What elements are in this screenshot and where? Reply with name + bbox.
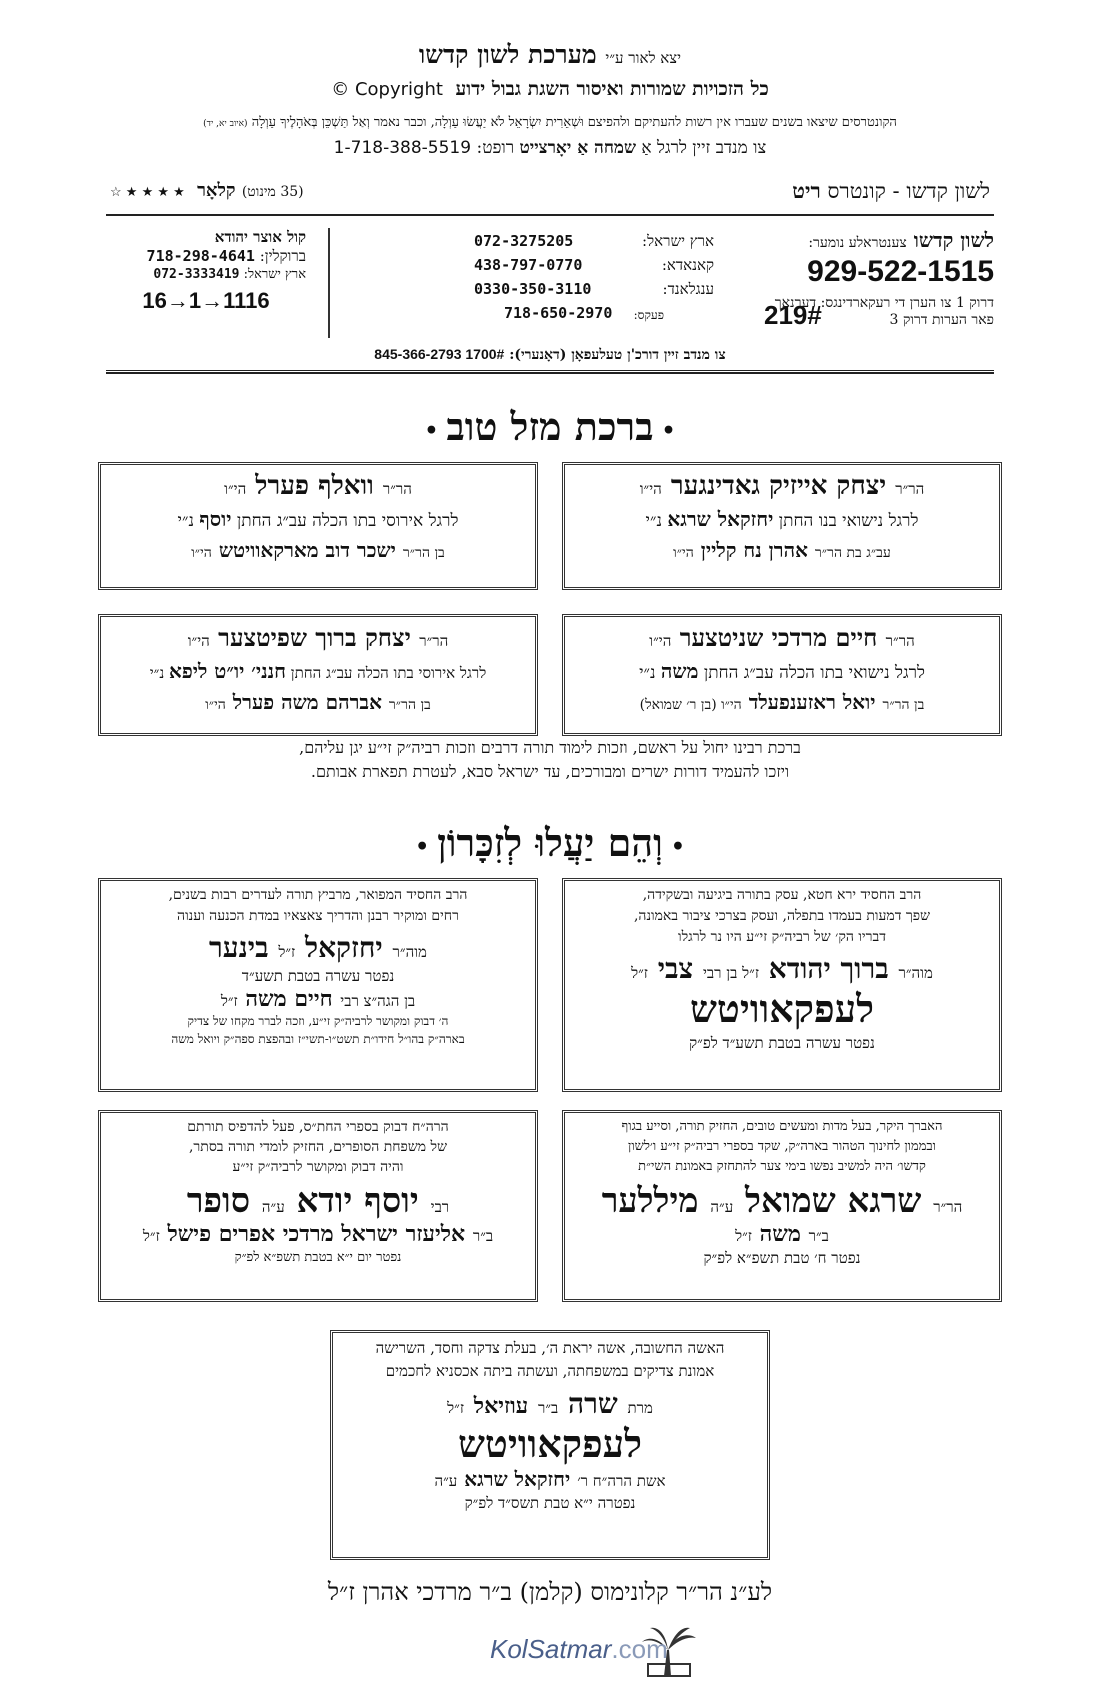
- sponsor-line: צו מנדב זיין לרגל אַ שמחה אַ יאָרצייט רופט: 1-718-388-5519: [333, 138, 767, 158]
- central-phone[interactable]: 929-522-1515: [807, 255, 994, 288]
- memorial-box: הרב החסיד המפואר, מרביץ תורה לעדרים רבות בשנים, רחים ומוקיר רבנן והדריך צאצאיו במדת הכנעה וענוה מוה״ר יחזקאל ז״ל בינער נפטר עשרה בטבת תשע״ד בן הגה״צ רבי חיים משה ז״ל ה׳ דבוק ומקושר לרביה״ק זי״ע, וזכה לברר מקחו של צדיק בארה״ק בהו״ל חידו״ת תשט״ו-תשי״ז ובהפצת ספה״ק ויואל משה: [98, 878, 538, 1092]
- memorial-box: האברך היקר, בעל מדות ומעשים טובים, החזיק תורה, וסייע בגוף ובממון לחינוך הטהור בארה״ק, שקד בספרי רביה״ק זי״ע ו׳לשון קדשו׳ היה למשיב נפשו בימי צער להתחזק באמונת השי״ת הר״ר שרגא שמואל ע״ה מיללער ב״ר משה ז״ל נפטר ח׳ טבת תשפ״א לפ״ק: [562, 1110, 1002, 1302]
- divider: [106, 214, 994, 216]
- difficulty-label: (35 מינוט) קלאָר ★ ★ ★ ★ ☆: [110, 180, 304, 201]
- number-row: פעקס: 718-650-2970: [504, 304, 664, 322]
- rights-line: כל הזכויות שמורות ואיסור השגת גבול ידוע Copyright ©: [331, 78, 769, 100]
- memorial-box-woman: האשה החשובה, אשה יראת ה׳, בעלת צדקה וחסד, השרישה אמונת צדיקים במשפחתה, ועשתה ביתה אכסניא לחכמים מרת שרה ב״ר עוזיאל ז״ל לעפקאוויטש אשת הרה״ח ר׳ יחזקאל שרגא ע״ה נפטרה י״א טבת תשס״ד לפ״ק: [330, 1330, 770, 1560]
- mazel-tov-title: •ברכת מזל טוב•: [424, 404, 676, 449]
- title-row: [110, 178, 990, 206]
- number-row: ענגלאנד: 0330-350-3110: [474, 280, 714, 298]
- kol-otzar-yehuda: קול אוצר יהודא ברוקלין: 718-298-4641 ארץ ישראל: 072-3333419 16→1→1116: [106, 228, 306, 314]
- mazel-tov-box: הר״ר יצחק ברוך שפיטצער הי״ו לרגל אירוסי בתו הכלה עב״ג החתן חנני׳ יו״ט ליפא נ״י בן הר״ר אברהם משה פערל הי״ו: [98, 614, 538, 736]
- sponsor-phone[interactable]: 1-718-388-5519: [333, 138, 472, 158]
- intl-numbers: [474, 232, 714, 328]
- divider: [106, 370, 994, 374]
- memorial-box: הרה״ח דבוק בספרי החת״ס, פעל להדפיס תורתם של משפחת הסופרים, החזיק לומדי תורה בסתר, והיה דבוק ומקושר לרביה״ק זי״ע רבי יוסף יודא ע״ה סופר ב״ר אליעזר ישראל מרדכי אפרים פישל ז״ל נפטר יום י״א בטבת תשפ״א לפ״ק: [98, 1110, 538, 1302]
- kuntres-title: לשון קדשו - קונטרס ריט: [792, 178, 990, 203]
- publisher-line: יצא לאור ע״י מערכת לשון קדשו: [418, 40, 682, 69]
- memorial-title: •וְהֵם יַעֲלוּ לְזִכָּרוֹן•: [415, 820, 685, 865]
- blessing-text: ברכת רבינו יחול על ראשם, וזכות לימוד תורה דרבים וזכות רביה״ק זי״ע יגן עליהם, ויזכו להעמיד דורות ישרים ומבורכים, עד ישראל סבא, לעטרת תפארת אבותם.: [299, 738, 801, 781]
- number-row: ארץ ישראל: 072-3275205: [474, 232, 714, 250]
- memorial-box: הרב החסיד ירא חטא, עסק בתורה ביגיעה ובשקידה, שפך דמעות בעמדו בתפלה, ועסק בצרכי ציבור באמונה, דבריו הק׳ של רביה״ק זי״ע היו נר לרגלו מוה״ר ברוך יהודא ז״ל בן רבי צבי ז״ל לעפקאוויטש נפטר עשרה בטבת תשע״ד לפ״ק: [562, 878, 1002, 1092]
- copyright: Copyright ©: [331, 79, 443, 100]
- phone-sponsor-line: צו מנדב זיין דורכ'ן טעלעפאָן (דאָנערי): 845-366-2793 1700#: [374, 346, 726, 363]
- final-dedication: לע״נ הר״ר קלונימוס (קלמן) ב״ר מרדכי אהרן ז״ל: [327, 1578, 773, 1606]
- publisher-name: מערכת לשון קדשו: [418, 40, 597, 69]
- rating-stars: ★ ★ ★ ★ ☆: [110, 185, 185, 200]
- kol-extension: 16→1→1116: [142, 288, 270, 313]
- warning-line: הקונטרסים שיצאו בשנים שעברו אין רשות להעתיקם ולהפיצם וּשְׁאֵרִית יִשְׂרָאֵל לֹא יַעֲשׂוּ עַוְלָה, וכבר נאמר וְאַל תַּשְׁכֵּן בְּאֹהָלֶיךָ עַוְלָה (איוב יא, יד): [203, 115, 897, 130]
- number-row: קאנאדא: 438-797-0770: [474, 256, 714, 274]
- central-line: לשון קדשו צענטראלע נומער: 929-522-1515 דרוק 1 צו הערן די רעקארדינגס: דערנאך פאר הערות דרוק 3 219#: [764, 228, 994, 330]
- mazel-tov-box: הר״ר יצחק אייזיק גאדינגער הי״ו לרגל נישואי בנו החתן יחזקאל שרגא נ״י עב״ג בת הר״ר אהרן נח קליין הי״ו: [562, 462, 1002, 590]
- vertical-divider: [328, 228, 330, 338]
- kolsatmar-logo[interactable]: KolSatmar.com: [420, 1620, 700, 1680]
- contact-panel: [106, 220, 994, 350]
- mazel-tov-box: הר״ר חיים מרדכי שניטצער הי״ו לרגל נישואי בתו הכלה עב״ג החתן משה נ״י בן הר״ר יואל ראזענפעלד הי״ו (בן ר׳ שמואל): [562, 614, 1002, 736]
- extension-number: 219#: [764, 300, 822, 330]
- mazel-tov-box: הר״ר וואלף פערל הי״ו לרגל אירוסי בתו הכלה עב״ג החתן יוסף נ״י בן הר״ר ישכר דוב מארקאוויטש הי״ו: [98, 462, 538, 590]
